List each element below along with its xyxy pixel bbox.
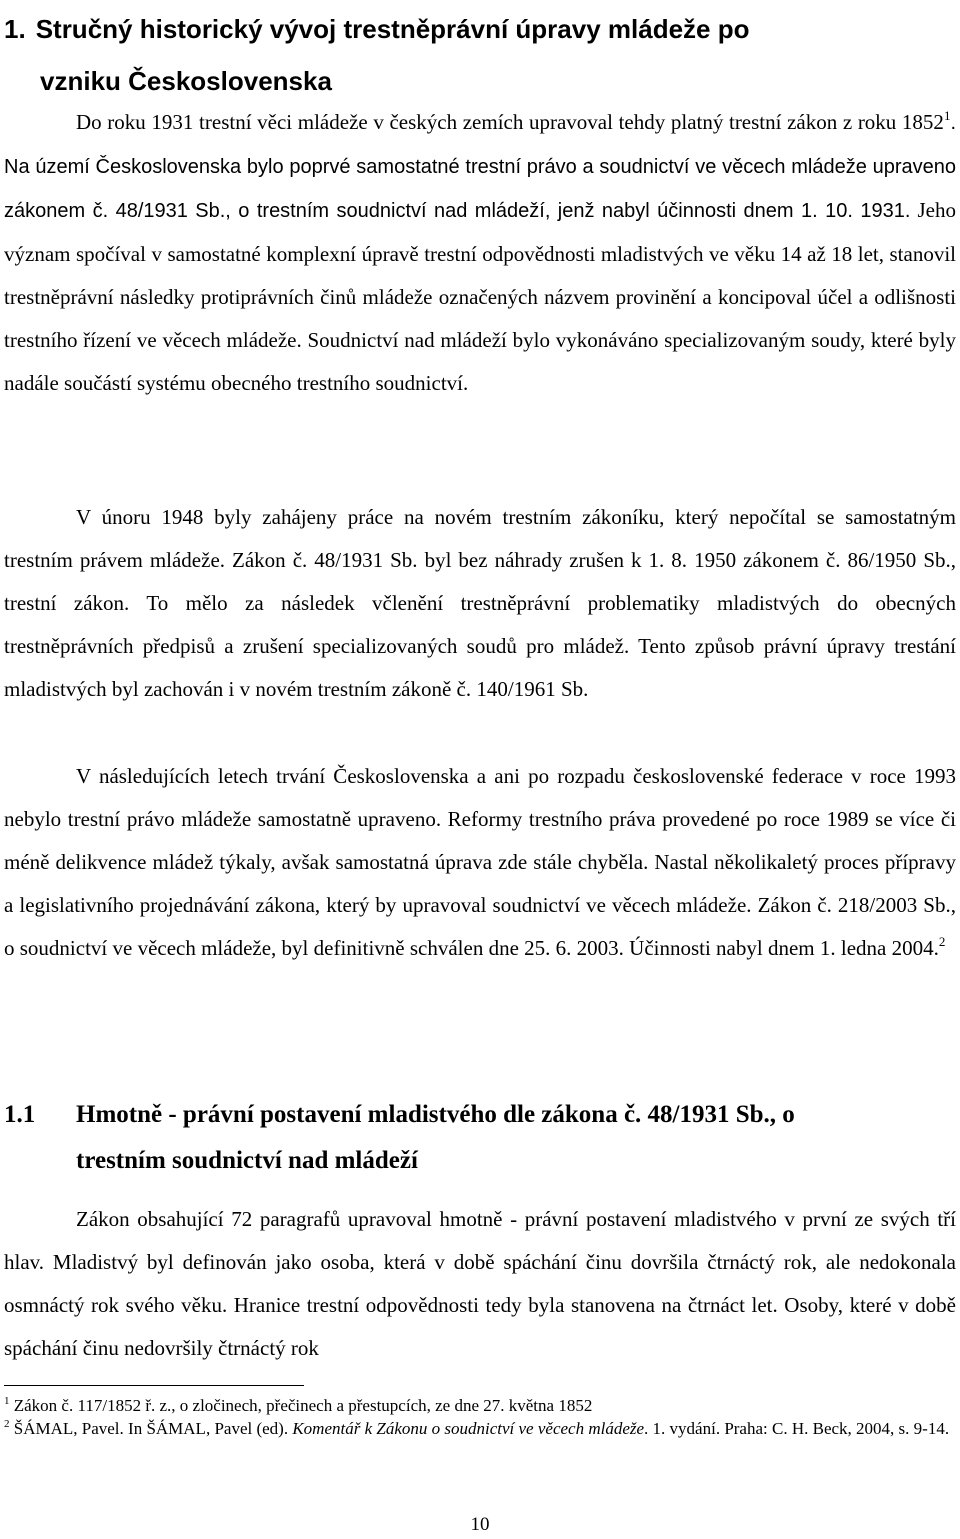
page-number: 10 (470, 1514, 490, 1535)
section-number: 1.1 (4, 1101, 36, 1128)
footnote-2-text-a: ŠÁMAL, Pavel. In ŠÁMAL, Pavel (ed). (13, 1419, 293, 1438)
chapter-title-line2: vzniku Československa (40, 66, 332, 96)
footnote-2-number: 2 (4, 1418, 10, 1430)
section-title-line1: Hmotně - právní postavení mladistvého dle zákona č. 48/1931 Sb., o (76, 1101, 795, 1128)
paragraph-1-text-a: Do roku 1931 trestní věci mládeže v českých zemích upravoval tehdy platný trestní zákon z roku 1852 (76, 110, 944, 134)
chapter-heading (4, 0, 956, 110)
footnote-2-text-b: . 1. vydání. Praha: C. H. Beck, 2004, s. 9-14. (644, 1419, 950, 1438)
footnotes (4, 1394, 956, 1440)
paragraph-1-text-c: Jeho význam spočíval v samostatné komplexní úpravě trestní odpovědnosti mladistvých ve věku 14 až 18 let, stanovil trestněprávní následky protiprávních činů mládeže označených názvem provinění a koncipoval účel a odlišnosti trestního řízení ve věcech mládeže. Soudnictví nad mládeží bylo vykonáváno specializovaným soudy, které byly nadále součástí systému obecného trestního soudnictví. (4, 198, 956, 395)
section-title-line2: trestním soudnictví nad mládeží (76, 1147, 418, 1174)
footnote-ref-1[interactable]: 1 (943, 108, 951, 123)
footnote-2 (4, 1417, 956, 1440)
footnote-1-text: Zákon č. 117/1852 ř. z., o zločinech, přečinech a přestupcích, ze dne 27. května 1852 (13, 1396, 593, 1415)
paragraph-1 (4, 101, 956, 405)
chapter-number: 1. (4, 14, 26, 44)
paragraph-3-text: V následujících letech trvání Československa a ani po rozpadu československé federace v roce 1993 nebylo trestní právo mládeže samostatně upraveno. Reformy trestního práva provedené po roce 1989 se více či méně delikvence mládež týkaly, avšak samostatná úprava zde stále chyběla. Nastal několikaletý proces přípravy a legislativního projednávání zákona, který by upravoval soudnictví ve věcech mládeže. Zákon č. 218/2003 Sb., o soudnictví ve věcech mládeže, byl definitivně schválen dne 25. 6. 2003. Účinnosti nabyl dnem 1. ledna 2004. (4, 764, 956, 960)
footnote-1 (4, 1394, 956, 1417)
footnote-1-number: 1 (4, 1395, 10, 1407)
paragraph-3 (4, 755, 956, 970)
paragraph-4: Zákon obsahující 72 paragrafů upravoval hmotně - právní postavení mladistvého v první ze svých tří hlav. Mladistvý byl definován jako osoba, která v době spáchání činu dovršila čtrnáctý rok, ale nedokonala osmnáctý rok svého věku. Hranice trestní odpovědnosti tedy byla stanovena na čtrnáct let. Osoby, které v době spáchání činu nedovršily čtrnáctý rok (4, 1207, 956, 1360)
footnote-2-book-title: Komentář k Zákonu o soudnictví ve věcech mládeže (292, 1419, 645, 1438)
footnote-separator (4, 1385, 304, 1386)
paragraph-1-text-b: . Na území Československa bylo poprvé samostatné trestní právo a soudnictví ve věcech mládeže upraveno zákonem č. 48/1931 Sb., o trestním soudnictví nad mládeží, jenž nabyl účinnosti dnem 1. 10. 1931. (4, 112, 956, 222)
footnote-ref-2[interactable]: 2 (938, 934, 946, 949)
paragraph-2: V únoru 1948 byly zahájeny práce na novém trestním zákoníku, který nepočítal se samostatným trestním právem mládeže. Zákon č. 48/1931 Sb. byl bez náhrady zrušen k 1. 8. 1950 zákonem č. 86/1950 Sb., trestní zákon. To mělo za následek včlenění trestněprávní problematiky mladistvých do obecných trestněprávních předpisů a zrušení specializovaných soudů pro mládež. Tento způsob právní úpravy trestání mladistvých byl zachován i v novém trestním zákoně č. 140/1961 Sb. (4, 505, 956, 701)
section-heading (4, 1093, 956, 1183)
chapter-title-line1: Stručný historický vývoj trestněprávní úpravy mládeže po (35, 14, 750, 44)
